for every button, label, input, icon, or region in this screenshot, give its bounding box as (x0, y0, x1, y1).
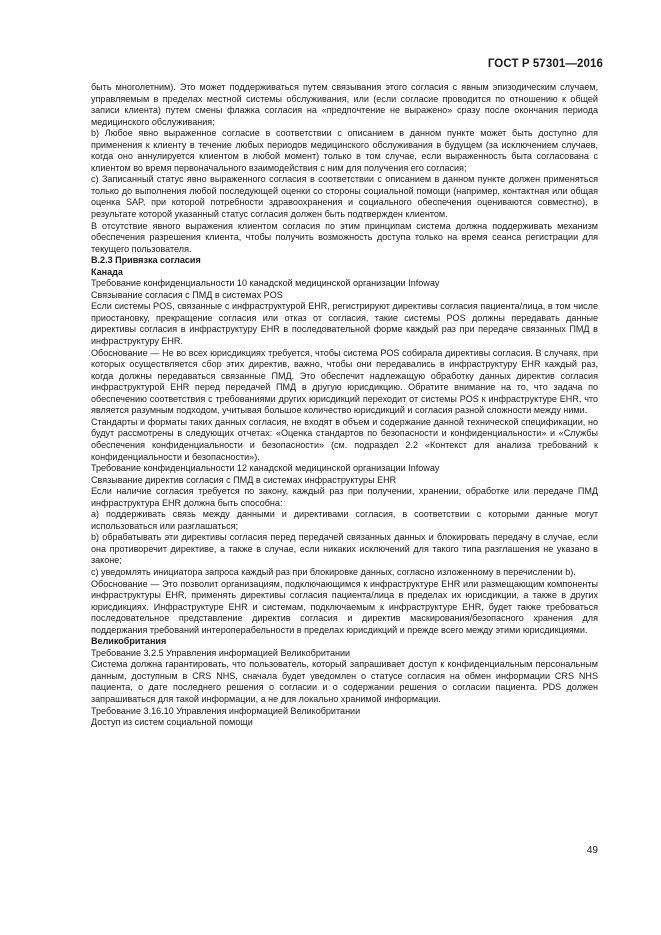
requirement-title: Требование конфиденциальности 10 канадской медицинской организации Infoway (91, 278, 440, 289)
paragraph: Если наличие согласия требуется по закону, каждый раз при получении, хранении, обработке или передаче ПМД инфраструктура EHR должна быть способна: (91, 486, 598, 508)
paragraph: Система должна гарантировать, что пользователь, который запрашивает доступ к конфиденциальным персональным данным, доступным в CRS NHS, сначала будет уведомлен о статусе согласия на обмен информации CRS NHS пациента, о дате последнего решения о согласии и о содержании решения о согласии пациента. PDS должен запрашиваться для такой информации, а не для локально хранимой информации. (91, 659, 598, 704)
section-heading: B.2.3 Привязка согласия (91, 255, 201, 266)
requirement-title: Требование 3.16.10 Управления информацией Великобритании (91, 705, 361, 716)
requirement-title: Требование 3.2.5 Управления информацией Великобритании (91, 647, 351, 658)
rationale-paragraph: Обоснование — Не во всех юрисдикциях требуется, чтобы система POS собирала директивы согласия. В случаях, при которых осуществляется сбор этих директив, важно, чтобы они передавались в инфраструктуру EHR каждый раз, когда должны передаваться связанные ПМД. Это обеспечит надлежащую обработку данных директив согласия инфраструктурой EHR перед передачей ПМД в другую юрисдикцию. Обратите внимание на то, что задача по обеспечению соответствия с требованиями других юрисдикций переходит от системы POS к инфраструктуре EHR, что является разумным подходом, учитывая большое количество юрисдикций и согласия разной сложности между ними. (91, 347, 598, 416)
list-item-b: b) Любое явно выраженное согласие в соответствии с описанием в данном пункте может быть доступно для применения к клиенту в течение любых периодов медицинского обслуживания в будущем (за исключением случаев, когда оно аннулируется клиентом в любой момент) только в том случае, если выраженность быта согласована с клиентом во время первоначального взаимодействия с ним для получения его согласия; (91, 128, 598, 173)
list-item-c: c) уведомлять инициатора запроса каждый раз при блокировке данных, согласно изложенному в перечислении b). (91, 566, 576, 577)
list-item-b: b) обрабатывать эти директивы согласия перед передачей связанных данных и блокировать передачу в случае, если она противоречит директиве, а также в случае, если никаких исключений для такого типа разглашения не указано в законе; (91, 532, 598, 566)
requirement-subtitle: Доступ из систем социальной помощи (91, 717, 253, 728)
paragraph: В отсутствие явного выражения клиентом согласия по этим принципам система должна поддерживать механизм обеспечения разрешения клиента, чтобы получить возможность доступа только на время сеанса регистрации для текущего пользователя. (91, 220, 598, 254)
page-number: 49 (586, 845, 598, 856)
list-item-a: a) поддерживать связь между данными и директивами согласия, в соответствии с которыми данные могут использоваться или разглашаться; (91, 509, 598, 531)
requirement-title: Требование конфиденциальности 12 канадской медицинской организации Infoway (91, 463, 440, 474)
paragraph: Стандарты и форматы таких данных согласия, не входят в объем и содержание данной технической спецификации, но будут рассмотрены в следующих отчетах: «Оценка стандартов по безопасности и конфиденциальности» и «Службы обеспечения конфиденциальности и безопасности» (см. подраздел 2.2 «Контекст для анализа требований к конфиденциальности и безопасности»). (91, 416, 598, 462)
document-body (91, 82, 598, 729)
list-item-c: c) Записанный статус явно выраженного согласия в соответствии с описанием в данном пункте должен применяться только до выполнения любой последующей оценки со стороны социальной помощи (например, контактная или общая оценка SAP, при которой потребности здравоохранения и социального обеспечения оцениваются совместно), в результате которой указанный статус согласия должен быть подтвержден клиентом. (91, 174, 598, 220)
paragraph: быть многолетним). Это может поддерживаться путем связывания этого согласия с явным эпизодическим случаем, управляемым в пределах местной системы обслуживания, или (если согласие проводится по отношению к общей записи клиента) путем смены флажка согласия на «предпочтение не выражено» сразу после окончания периода медицинского обслуживания; (91, 82, 598, 127)
country-heading-canada: Канада (91, 266, 123, 277)
country-heading-uk: Великобритания (91, 636, 167, 647)
rationale-paragraph: Обоснование — Это позволит организациям, подключающимся к инфраструктуре EHR или размещающим компоненты инфраструктуры EHR, применять директивы согласия пациента/лица в пределах их юрисдикции, а также в других юрисдикциях. Инфраструктуре EHR и системам, подключаемым к инфраструктуре EHR, будет также требоваться последовательное представление директив согласия и директив маскирования/безопасного хранения для поддержания требований интероперабельности в пределах юрисдикций и прежде всего между этими юрисдикциями. (91, 578, 598, 635)
standard-header: ГОСТ Р 57301—2016 (487, 58, 603, 70)
paragraph: Если системы POS, связанные с инфраструктурой EHR, регистрируют директивы согласия пациента/лица, в том числе приостановку, прекращение согласия или отказ от согласия, такие системы POS должны передавать данные директивы согласия в инфраструктуру EHR в последовательной форме каждый раз при передаче связанных ПМД в инфраструктуру EHR. (91, 301, 598, 347)
requirement-subtitle: Связывание директив согласия с ПМД в системах инфраструктуры EHR (91, 474, 397, 485)
requirement-subtitle: Связывание согласия с ПМД в системах POS (91, 289, 283, 300)
